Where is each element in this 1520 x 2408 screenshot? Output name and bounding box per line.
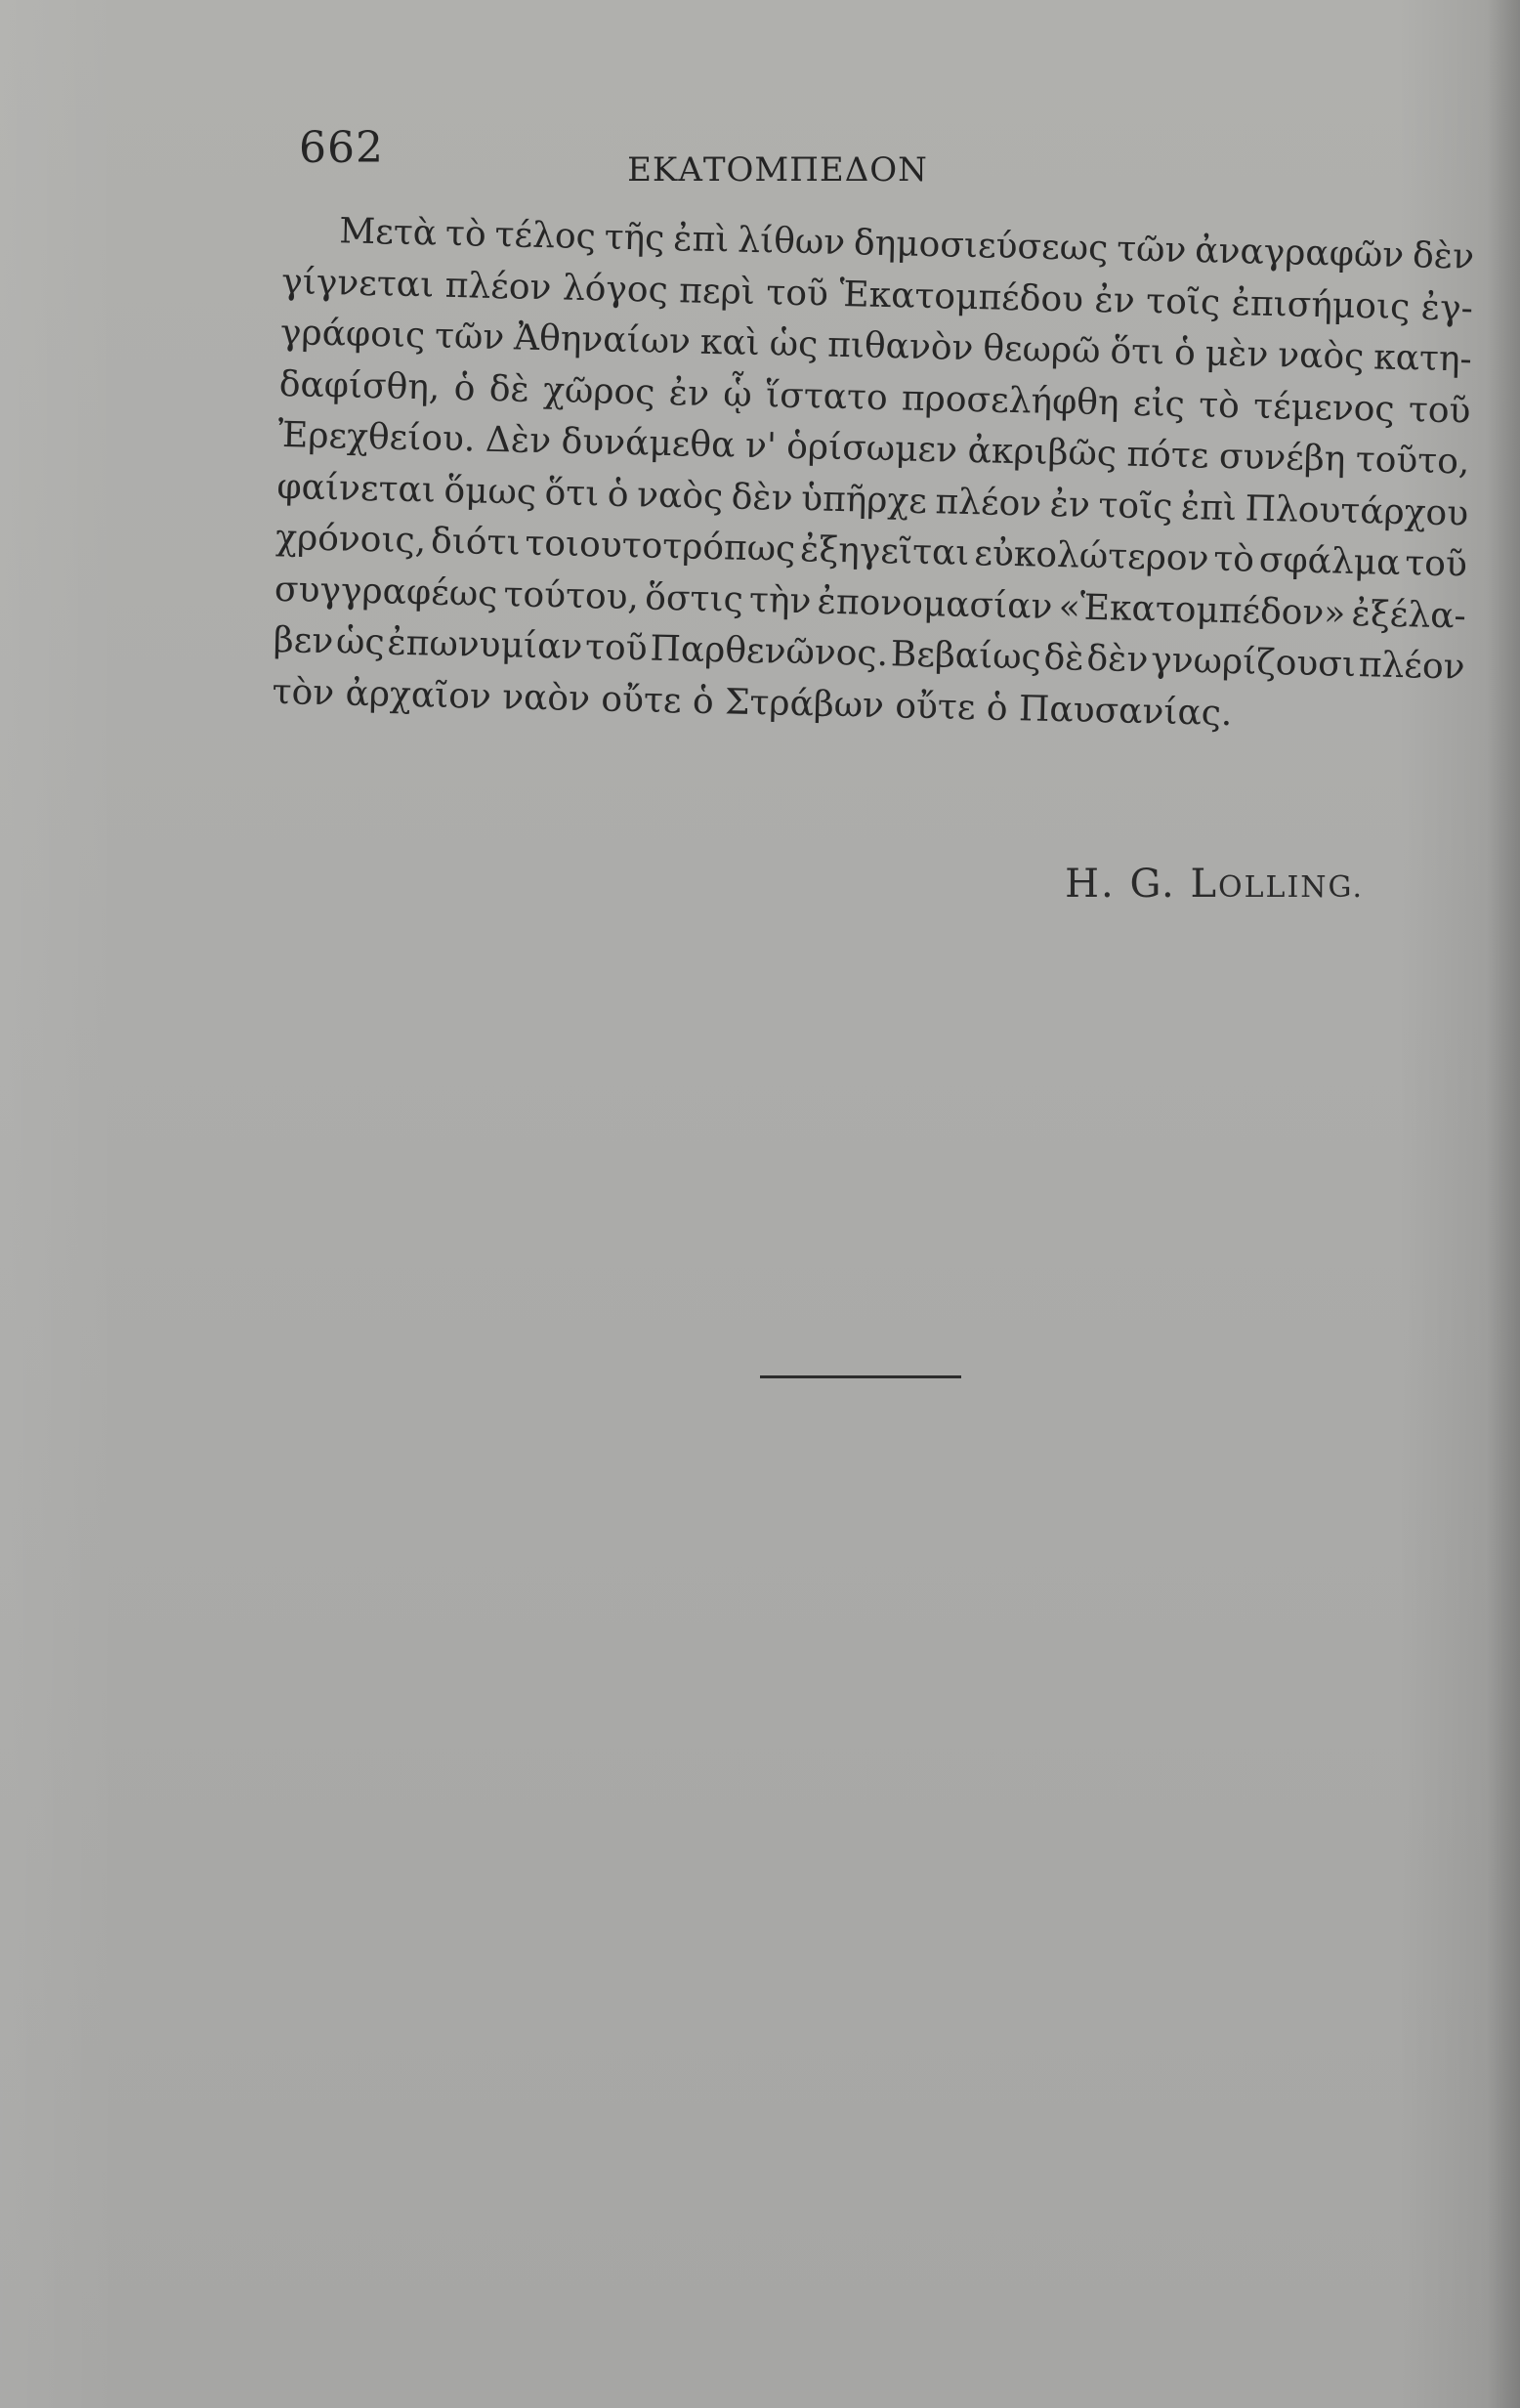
word: τοῦ: [765, 272, 829, 315]
signature-initials: H. G. L: [1065, 862, 1219, 907]
word: δὲν: [731, 476, 794, 519]
word: δὲν: [1412, 235, 1475, 277]
word: τοῦτο,: [1355, 439, 1470, 483]
word: ἐπωνυμίαν: [387, 622, 583, 668]
word: δὲ: [488, 368, 530, 410]
word: ἐν: [1094, 279, 1136, 321]
word: ὡς: [769, 323, 819, 365]
word: περὶ: [678, 270, 756, 313]
word: Δὲν: [485, 419, 552, 462]
word: θεωρῶ: [982, 328, 1101, 372]
word: εὐκολώτερον: [973, 533, 1209, 579]
word: φαίνεται: [276, 466, 437, 511]
word: Ἀθηναίων: [513, 317, 692, 362]
word: ἵστατο: [765, 374, 889, 418]
word: τῶν: [1116, 229, 1187, 271]
word: προσελήφθη: [901, 377, 1120, 423]
word: τούτου,: [503, 573, 640, 617]
word: ὅμως: [443, 470, 537, 513]
word: πιθανὸν: [826, 324, 974, 369]
word: τῆς: [604, 217, 665, 259]
word: ἐπὶ: [1180, 486, 1238, 528]
word: Μετὰ: [338, 211, 438, 254]
word: χρόνοις,: [274, 517, 427, 562]
word: τὴν: [748, 579, 812, 621]
word: πλέον: [935, 481, 1042, 525]
word: πλέον: [444, 265, 552, 308]
word: συνέβη: [1218, 436, 1346, 480]
word: ὁρίσωμεν: [785, 426, 958, 471]
word: τέλος: [494, 214, 597, 258]
word: ὁ: [453, 367, 476, 409]
page-number: 662: [299, 123, 384, 173]
word: τοῦ: [584, 627, 649, 669]
word: εἰς: [1132, 383, 1186, 425]
author-signature: [1065, 862, 1364, 907]
word: δυνάμεθα: [561, 421, 736, 466]
word: ἐγ-: [1420, 286, 1474, 329]
word: ἐν: [668, 372, 710, 414]
text-line: τὸν ἀρχαῖον ναὸν οὔτε ὁ Στράβων οὔτε ὁ Παυσανίας.: [272, 671, 1233, 734]
word: ἀκριβῶς: [967, 430, 1118, 475]
running-head: ΕΚΑΤΟΜΠΕΔΟΝ: [627, 150, 928, 190]
word: διότι: [430, 521, 522, 564]
word: ἐπισήμοις: [1231, 282, 1411, 327]
word: ᾧ: [722, 373, 753, 415]
word: ὅτι: [544, 472, 600, 514]
word: ὁ: [1173, 332, 1197, 374]
word: ἐπὶ: [672, 219, 730, 261]
word: ν': [744, 425, 778, 467]
word: τοῖς: [1145, 280, 1221, 323]
word: ἐξηγεῖται: [799, 529, 970, 574]
word: πλέον: [1358, 645, 1465, 688]
word: ἐπονομασίαν: [817, 581, 1053, 627]
word: ὁ: [607, 474, 630, 515]
signature-surname: OLLING.: [1218, 870, 1364, 905]
word: τοῦ: [1404, 543, 1468, 585]
word: τὸ: [444, 213, 487, 255]
word: πότε: [1126, 434, 1209, 477]
word: ὅστις: [644, 577, 744, 620]
word: τοῖς: [1098, 485, 1173, 528]
word: Ἑκατομπέδου: [838, 274, 1084, 320]
word: τοιουτοτρόπως: [525, 523, 796, 570]
section-rule: [760, 1375, 961, 1378]
word: τῶν: [434, 316, 505, 359]
word: ἐν: [1049, 484, 1091, 526]
word: Ἐρεχθείου.: [277, 414, 476, 460]
word: χῶρος: [542, 369, 655, 413]
page-edge-shadow: [1487, 0, 1520, 2408]
word: ναὸς: [636, 474, 724, 517]
word: τέμενος: [1252, 386, 1396, 430]
word: ἐξέλα-: [1351, 593, 1467, 637]
word: Παρθενῶνος.: [650, 628, 889, 675]
word: γράφοις: [279, 312, 426, 357]
word: ὡς: [335, 621, 386, 663]
word: δὲν: [1086, 638, 1149, 681]
word: κατη-: [1372, 337, 1473, 380]
word: Πλουτάρχου: [1245, 487, 1469, 534]
word: ὅτι: [1110, 331, 1165, 373]
word: λίθων: [737, 220, 846, 264]
word: δαφίσθη,: [278, 363, 441, 408]
word: λόγος: [562, 268, 669, 311]
word: δὲ: [1043, 637, 1085, 679]
word: δημοσιεύσεως: [853, 223, 1109, 270]
word: «Ἑκατομπέδον»: [1058, 586, 1346, 634]
word: καὶ: [699, 321, 761, 364]
word: τὸ: [1212, 538, 1255, 580]
word: τὸ: [1198, 384, 1241, 426]
word: μὲν: [1204, 333, 1269, 375]
word: τοῦ: [1408, 389, 1471, 432]
word: γίγνεται: [280, 261, 435, 306]
body-paragraph: [272, 205, 1475, 745]
word: βεν: [273, 619, 334, 662]
word: γνωρίζουσι: [1150, 640, 1357, 686]
word: σφάλμα: [1258, 539, 1401, 584]
word: ναὸς: [1277, 335, 1365, 378]
word: συγγραφέως: [274, 569, 498, 614]
word: ἀναγραφῶν: [1194, 231, 1405, 276]
word: ὑπῆρχε: [800, 478, 928, 522]
word: Βεβαίως: [890, 634, 1042, 678]
